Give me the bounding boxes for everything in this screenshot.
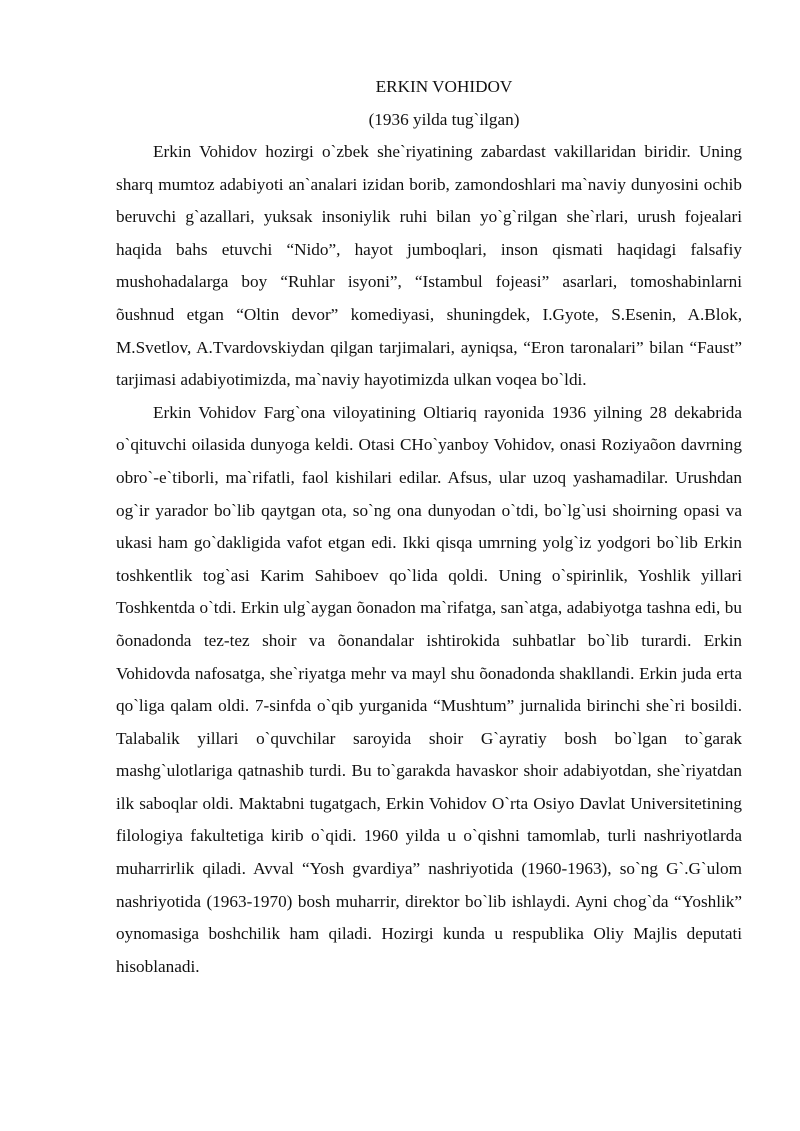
paragraph-intro: Erkin Vohidov hozirgi o`zbek she`riyatining zabardast vakillaridan biridir. Uning sharq mumtoz adabiyoti an`analari izidan borib, zamondoshlari ma`naviy dunyosini ochib beruvchi g`azallari, yuksak insoniylik ruhi bilan yo`g`rilgan she`rlari, urush fojealari haqida bahs etuvchi “Nido”, hayot jumboqlari, inson qismati haqidagi falsafiy mushohadalarga boy “Ruhlar isyoni”, “Istambul fojeasi” asarlari, tomoshabinlarni õushnud etgan “Oltin devor” komediyasi, shuningdek, I.Gyote, S.Esenin, A.Blok, M.Svetlov, A.Tvardovskiydan qilgan tarjimalari, ayniqsa, “Eron taronalari” bilan “Faust” tarjimasi adabiyotimizda, ma`naviy hayotimizda ulkan voqea bo`ldi.: [116, 142, 742, 390]
document-title: ERKIN VOHIDOV: [375, 77, 513, 96]
paragraph-biography: Erkin Vohidov Farg`ona viloyatining Oltiariq rayonida 1936 yilning 28 dekabrida o`qituvchi oilasida dunyoga keldi. Otasi CHo`yanboy Vohidov, onasi Roziyaõon davrning obro`-e`tiborli, ma`rifatli, faol kishilari edilar. Afsus, ular uzoq yashamadilar. Urushdan og`ir yarador bo`lib qaytgan ota, so`ng ona dunyodan o`tdi, bo`lg`usi shoirning opasi va ukasi ham go`dakligida vafot etgan edi. Ikki qisqa umrning yolg`iz yodgori bo`lib Erkin toshkentlik tog`asi Karim Sahiboev qo`lida qoldi. Uning o`spirinlik, Yoshlik yillari Toshkentda o`tdi. Erkin ulg`aygan õonadon ma`rifatga, san`atga, adabiyotga tashna edi, bu õonadonda tez-tez shoir va õonandalar ishtirokida suhbatlar bo`lib turardi. Erkin Vohidovda nafosatga, she`riyatga mehr va mayl shu õonadonda shakllandi. Erkin juda erta qo`liga qalam oldi. 7-sinfda o`qib yurganida “Mushtum” jurnalida birinchi she`ri bosildi. Talabalik yillari o`quvchilar saroyida shoir G`ayratiy bosh bo`lgan to`garak mashg`ulotlariga qatnashib turdi. Bu to`garakda havaskor shoir adabiyotdan, she`riyatdan ilk saboqlar oldi. Maktabni tugatgach, Erkin Vohidov O`rta Osiyo Davlat Universitetining filologiya fakultetiga kirib o`qidi. 1960 yilda u o`qishni tamomlab, turli nashriyotlarda muharrirlik qiladi. Avval “Yosh gvardiya” nashriyotida (1960-1963), so`ng G`.G`ulom nashriyotida (1963-1970) bosh muharrir, direktor bo`lib ishlaydi. Ayni chog`da “Yoshlik” oynomasiga boshchilik ham qiladi. Hozirgi kunda u respublika Oliy Majlis deputati hisoblanadi.: [116, 402, 742, 976]
document-page: [116, 70, 742, 983]
document-subtitle: (1936 yilda tug`ilgan): [368, 110, 520, 129]
